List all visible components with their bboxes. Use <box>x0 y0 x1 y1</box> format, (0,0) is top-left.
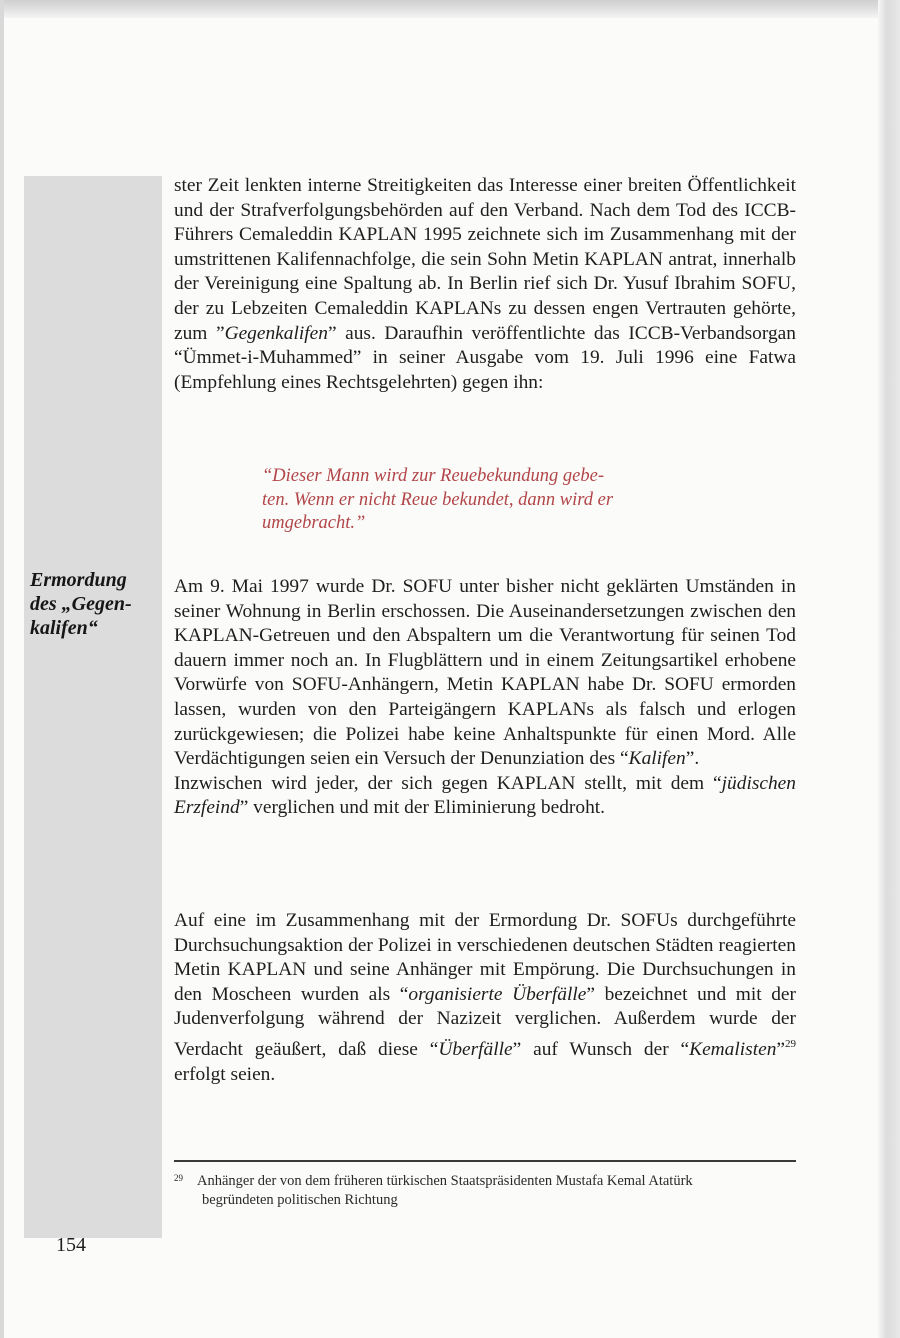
margin-note-line: Ermordung <box>30 569 127 591</box>
paragraph-2-text: Am 9. Mai 1997 wurde Dr. SOFU unter bisher nicht geklärten Umständen in seiner Wohnung in Berlin erschossen. Die Auseinandersetzungen zwischen den KAPLAN-Getreuen und den Abspaltern um die Verantwortung für seinen Tod dauern immer noch an. In Flugblättern und in einem Zeitungsartikel erhobene Vorwürfe von SOFU-Anhängern, Metin KAPLAN habe Dr. SOFU ermorden lassen, wurden von den Parteigängern KAPLANs als falsch und erlogen zurückgewiesen; die Polizei habe keine Anhaltspunkte für einen Mord. Alle Verdächtigungen seien ein Versuch der Denunziation des “ <box>174 576 796 770</box>
page-number: 154 <box>56 1234 86 1256</box>
margin-note-line: kalifen“ <box>30 617 98 639</box>
paragraph-3 <box>174 909 796 1087</box>
paragraph-2 <box>174 575 796 821</box>
footnote-marker: 29 <box>174 1173 183 1183</box>
paragraph-3-italic: organisierte Überfälle <box>408 983 587 1005</box>
paragraph-3-text: ” <box>776 1038 785 1060</box>
paragraph-2-text: ”. <box>685 748 700 770</box>
margin-bar <box>24 176 162 1238</box>
margin-note <box>30 568 158 640</box>
footnote-line: begründeten politischen Richtung <box>202 1192 398 1208</box>
footnote-divider <box>174 1160 796 1162</box>
paragraph-3-italic: Überfälle <box>438 1038 513 1060</box>
footnote <box>174 1169 802 1210</box>
paragraph-3-italic: Kemalisten <box>689 1038 777 1060</box>
quote-line: “Dieser Mann wird zur Reuebekundung gebe- <box>262 466 605 486</box>
footnote-line <box>174 1169 802 1191</box>
paragraph-1 <box>174 174 796 395</box>
paragraph-1-italic: Gegenkalifen <box>224 322 328 344</box>
quote-line: umgebracht.” <box>262 513 366 534</box>
paragraph-2-italic: Kalifen <box>628 748 686 770</box>
margin-note-line: des „Gegen- <box>30 593 132 615</box>
paragraph-3-text: Auf eine im Zusammenhang mit der Ermordung Dr. SOFUs durchgeführte Durchsuchungsaktion der Polizei in verschiedenen deutschen Städten reagierten Metin KAPLAN und seine Anhänger mit Empörung. Die Durchsuchungen in den Moscheen wurden als “ <box>174 910 796 1005</box>
paragraph-1-text: ” aus. Daraufhin veröffentlichte das ICCB-Verbandsorgan “Ümmet-i-Muhammed” in seiner Ausgabe vom 19. Juli 1996 eine Fatwa (Empfehlung eines Rechtsgelehrten) gegen ihn: <box>174 322 796 393</box>
paragraph-3-text: erfolgt seien. <box>174 1063 276 1085</box>
footnote-reference[interactable]: 29 <box>785 1037 796 1050</box>
paragraph-2-text: ” verglichen und mit der Eliminierung bedroht. <box>239 797 605 819</box>
scan-shadow-left <box>0 0 4 1338</box>
quote-line: ten. Wenn er nicht Reue bekundet, dann wird er <box>262 489 614 510</box>
footnote-text: Anhänger der von dem früheren türkischen Staatspräsidenten Mustafa Kemal Atatürk <box>197 1173 693 1189</box>
fatwa-quote <box>262 465 712 536</box>
paragraph-3-text: ” auf Wunsch der “ <box>512 1038 690 1060</box>
paragraph-1-text: ster Zeit lenkten interne Streitigkeiten das Interesse einer breiten Öffentlichkeit und der Strafverfolgungsbehörden auf den Verband. Nach dem Tod des ICCB-Führers Cemaleddin KAPLAN 1995 zeichnete sich im Zusammenhang mit der umstrittenen Kalifennachfolge, die sein Sohn Metin KAPLAN antrat, innerhalb der Vereinigung eine Spaltung ab. In Berlin rief sich Dr. Yusuf Ibrahim SOFU, der zu Lebzeiten Cemaleddin KAPLANs zu dessen engen Vertrauten gehörte, zum ” <box>174 175 796 344</box>
scan-shadow-top <box>0 0 900 18</box>
scan-shadow-right <box>878 0 900 1338</box>
paragraph-2-italic: jüdischen Erzfeind <box>174 772 796 819</box>
paragraph-3-text: ” bezeichnet und mit der Judenverfolgung während der Nazizeit verglichen. Außerdem wurde der Verdacht geäußert, daß diese “ <box>174 983 796 1060</box>
paragraph-2-text: Inzwischen wird jeder, der sich gegen KAPLAN stellt, mit dem “ <box>174 772 722 794</box>
